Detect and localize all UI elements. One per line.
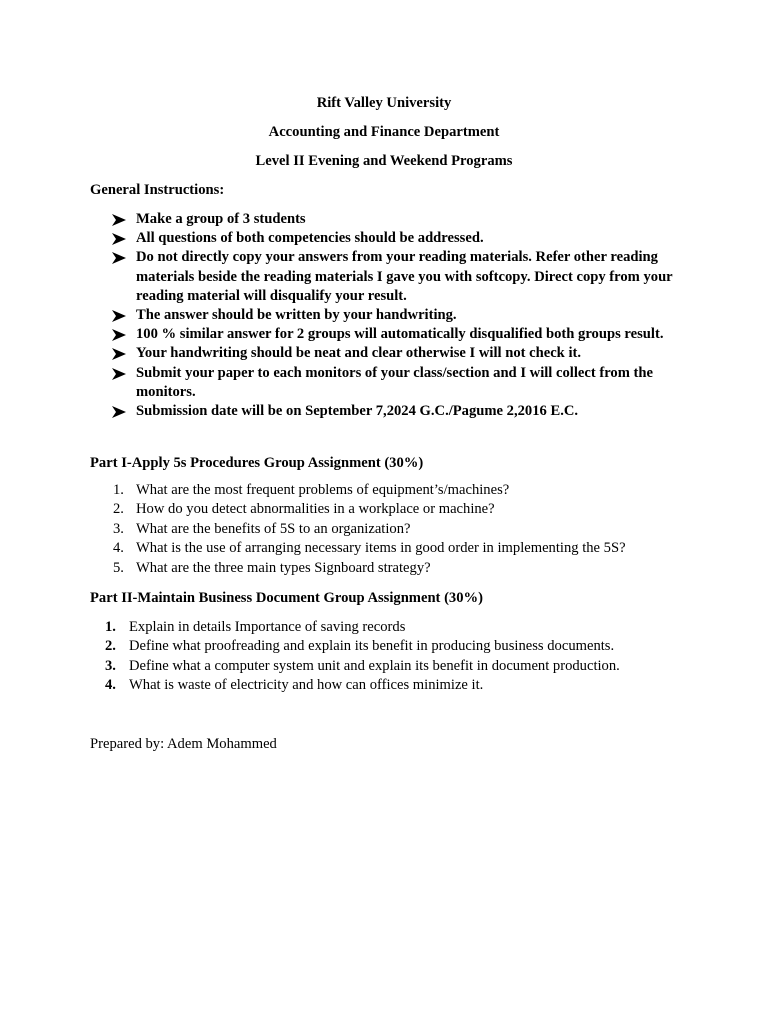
- prepared-by: Prepared by: Adem Mohammed: [90, 736, 277, 752]
- arrowhead-bullet-icon: [112, 214, 126, 226]
- question-text: How do you detect abnormalities in a workplace or machine?: [136, 501, 495, 518]
- instruction-item: [112, 364, 692, 402]
- question-number: 5.: [113, 559, 124, 576]
- instruction-text: 100 % similar answer for 2 groups will automatically disqualified both groups result.: [136, 326, 664, 343]
- instruction-item: [112, 402, 692, 421]
- question-text: What is the use of arranging necessary items in good order in implementing the 5S?: [136, 540, 626, 557]
- instruction-item: [112, 229, 692, 248]
- part1-question: [113, 481, 626, 500]
- instruction-text: Submission date will be on September 7,2024 G.C./Pagume 2,2016 E.C.: [136, 403, 579, 420]
- instruction-text: The answer should be written by your handwriting.: [136, 307, 457, 324]
- question-number: 4.: [113, 540, 124, 557]
- arrowhead-bullet-icon: [112, 310, 126, 322]
- department-title: Accounting and Finance Department: [268, 124, 500, 140]
- part1-question: [113, 500, 626, 519]
- instructions-list: [112, 210, 692, 421]
- part1-question: [113, 559, 626, 578]
- instruction-text: Do not directly copy your answers from your reading materials. Refer other reading materials beside the reading materials I gave you with softcopy. Direct copy from your reading material will disqualify your result.: [136, 249, 673, 304]
- instruction-text: Your handwriting should be neat and clear otherwise I will not check it.: [136, 345, 582, 362]
- part2-question-list: [105, 618, 620, 696]
- arrowhead-bullet-icon: [112, 252, 126, 264]
- program-title: Level II Evening and Weekend Programs: [255, 153, 513, 169]
- part2-heading: Part II-Maintain Business Document Group Assignment (30%): [90, 590, 483, 606]
- question-number: 2.: [105, 638, 116, 655]
- arrowhead-bullet-icon: [112, 368, 126, 380]
- question-number: 4.: [105, 677, 116, 694]
- instruction-item: [112, 344, 692, 363]
- question-number: 3.: [105, 657, 116, 674]
- instruction-text: Make a group of 3 students: [136, 211, 306, 227]
- question-text: What are the benefits of 5S to an organization?: [136, 520, 411, 537]
- arrowhead-bullet-icon: [112, 348, 126, 360]
- instruction-item: [112, 210, 692, 229]
- instruction-item: [112, 248, 692, 306]
- general-instructions-heading: General Instructions:: [90, 182, 225, 198]
- question-number: 2.: [113, 501, 124, 518]
- question-text: What is waste of electricity and how can offices minimize it.: [129, 677, 484, 694]
- arrowhead-bullet-icon: [112, 233, 126, 245]
- part2-question: [105, 676, 620, 695]
- instruction-text: Submit your paper to each monitors of your class/section and I will collect from the monitors.: [136, 364, 653, 400]
- part2-question: [105, 657, 620, 676]
- question-text: What are the three main types Signboard strategy?: [136, 559, 431, 576]
- question-text: What are the most frequent problems of equipment’s/machines?: [136, 482, 510, 498]
- instruction-item: [112, 325, 692, 344]
- question-number: 1.: [113, 482, 124, 498]
- question-number: 1.: [105, 619, 116, 635]
- part2-question: [105, 637, 620, 656]
- part1-question: [113, 539, 626, 558]
- part1-question-list: [113, 481, 626, 578]
- instruction-item: [112, 306, 692, 325]
- instruction-text: All questions of both competencies should be addressed.: [136, 230, 484, 247]
- question-text: Explain in details Importance of saving records: [129, 619, 406, 635]
- part2-question: [105, 618, 620, 637]
- part1-question: [113, 520, 626, 539]
- university-title: Rift Valley University: [316, 95, 452, 111]
- arrowhead-bullet-icon: [112, 329, 126, 341]
- question-number: 3.: [113, 520, 124, 537]
- question-text: Define what a computer system unit and explain its benefit in document production.: [129, 657, 620, 674]
- part1-heading: Part I-Apply 5s Procedures Group Assignment (30%): [90, 455, 424, 471]
- arrowhead-bullet-icon: [112, 406, 126, 418]
- question-text: Define what proofreading and explain its benefit in producing business documents.: [129, 638, 615, 655]
